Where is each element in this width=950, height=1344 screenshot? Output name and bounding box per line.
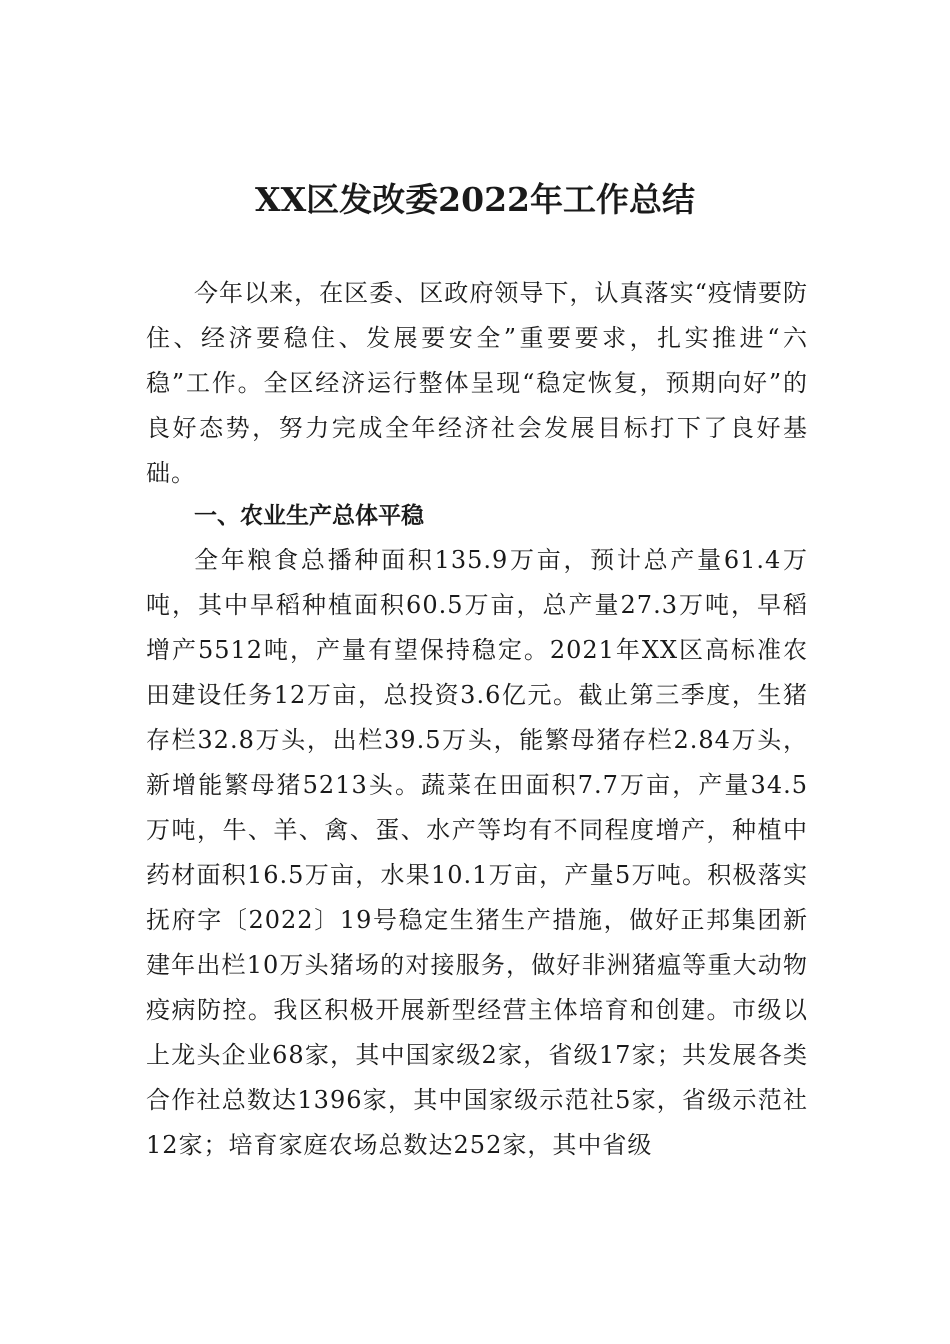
agriculture-paragraph: 全年粮食总播种面积135.9万亩，预计总产量61.4万吨，其中早稻种植面积60.5万亩，总产量27.3万吨，早稻增产5512吨，产量有望保持稳定。2021年XX区高标准农田建设任务12万亩，总投资3.6亿元。截止第三季度，生猪存栏32.8万头，出栏39.5万头，能繁母猪存栏2.84万头，新增能繁母猪5213头。蔬菜在田面积7.7万亩，产量34.5万吨，牛、羊、禽、蛋、水产等均有不同程度增产，种植中药材面积16.5万亩，水果10.1万亩，产量5万吨。积极落实抚府字〔2022〕19号稳定生猪生产措施，做好正邦集团新建年出栏10万头猪场的对接服务，做好非洲猪瘟等重大动物疫病防控。我区积极开展新型经营主体培育和创建。市级以上龙头企业68家，其中国家级2家，省级17家；共发展各类合作社总数达1396家，其中国家级示范社5家，省级示范社12家；培育家庭农场总数达252家，其中省级 — [146, 546, 808, 1159]
document-title: XX区发改委2022年工作总结 — [254, 180, 696, 219]
intro-paragraph: 今年以来，在区委、区政府领导下，认真落实“疫情要防住、经济要稳住、发展要安全”重要要求，扎实推进“六稳”工作。全区经济运行整体呈现“稳定恢复，预期向好”的良好态势，努力完成全年经济社会发展目标打下了良好基础。 — [146, 279, 808, 487]
section-heading-agriculture: 一、农业生产总体平稳 — [194, 503, 424, 529]
